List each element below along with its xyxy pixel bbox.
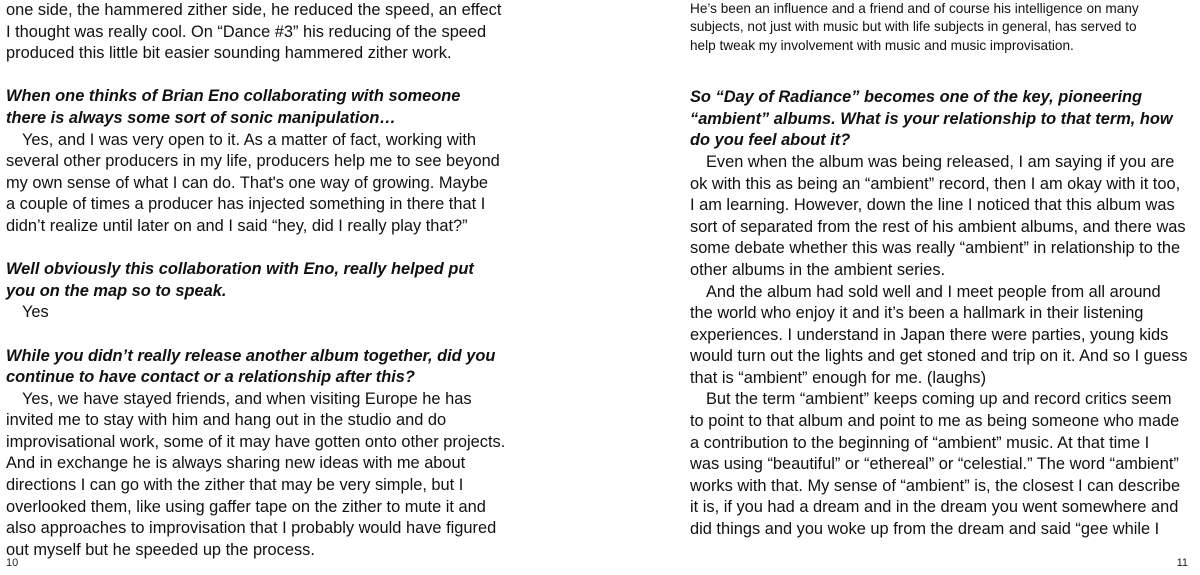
answer-line: it is, if you had a dream and in the dream you went somewhere and [690, 498, 1179, 517]
paragraph-gap [6, 238, 506, 260]
answer-line: Yes [22, 303, 49, 322]
answer-line: the world who enjoy it and it’s been a hallmark in their listening [690, 304, 1144, 323]
answer-line: to point to that album and point to me as being someone who made [690, 412, 1180, 431]
question-line: When one thinks of Brian Eno collaborating with someone [6, 87, 461, 106]
interview-answer [6, 130, 506, 238]
continuation-paragraph [6, 0, 506, 65]
question-line: do you feel about it? [690, 131, 851, 150]
intro-paragraph [690, 0, 1190, 55]
answer-line: Yes, we have stayed friends, and when visiting Europe he has [22, 389, 472, 408]
right-page-text [690, 0, 1190, 541]
interview-question [690, 87, 1190, 152]
paragraph-gap [6, 324, 506, 346]
answer-line: some debate whether this was really “ambient” in relationship to the [690, 239, 1181, 258]
text-line: produced this little bit easier sounding hammered zither work. [6, 44, 452, 63]
answer-line: experiences. I understand in Japan there were parties, young kids [690, 325, 1169, 344]
answer-line: sort of separated from the rest of his ambient albums, and there was [690, 217, 1186, 236]
answer-line: a contribution to the beginning of “ambient” music. At that time I [690, 433, 1150, 452]
answer-line: a couple of times a producer has injected something in there that I [6, 195, 486, 214]
question-line: So “Day of Radiance” becomes one of the key, pioneering [690, 88, 1143, 107]
answer-line: Yes, and I was very open to it. As a matter of fact, working with [22, 130, 476, 149]
question-line: continue to have contact or a relationship after this? [6, 368, 415, 387]
answer-line: was using “beautiful” or “ethereal” or “celestial.” The word “ambient” [690, 455, 1179, 474]
paragraph-gap [6, 65, 506, 87]
interview-answer [6, 302, 506, 324]
answer-line: also approaches to improvisation that I probably would have figured [6, 519, 497, 538]
answer-line: out myself but he speeded up the process. [6, 540, 315, 559]
answer-line: And in exchange he is always sharing new ideas with me about [6, 454, 466, 473]
page-number: 10 [6, 557, 19, 569]
page-number: 11 [1176, 557, 1188, 569]
answer-line: I am learning. However, down the line I noticed that this album was [690, 196, 1175, 215]
text-line: one side, the hammered zither side, he reduced the speed, an effect [6, 1, 502, 19]
interview-question [6, 346, 506, 389]
question-line: you on the map so to speak. [6, 281, 227, 300]
answer-line: And the album had sold well and I meet people from all around [706, 282, 1161, 301]
answer-line: overlooked them, like using gaffer tape on the zither to mute it and [6, 497, 486, 516]
question-line: Well obviously this collaboration with Eno, really helped put [6, 260, 474, 279]
interview-question [6, 259, 506, 302]
answer-line: works with that. My sense of “ambient” is, the closest I can describe [690, 476, 1181, 495]
answer-line: improvisational work, some of it may have gotten onto other projects. [6, 432, 506, 451]
answer-line: directions I can go with the zither that may be very simple, but I [6, 476, 464, 495]
answer-line: didn’t realize until later on and I said “hey, did I really play that?” [6, 216, 468, 235]
answer-line: other albums in the ambient series. [690, 260, 946, 279]
answer-line: several other producers in my life, producers help me to see beyond [6, 152, 500, 171]
answer-line: Even when the album was being released, I am saying if you are [706, 152, 1175, 171]
answer-line: would turn out the lights and get stoned and trip on it. And so I guess [690, 347, 1188, 366]
interview-answer [6, 389, 506, 562]
answer-line: my own sense of what I can do. That's one way of growing. Maybe [6, 173, 489, 192]
question-line: “ambient” albums. What is your relationship to that term, how [690, 109, 1173, 128]
text-line: He’s been an influence and a friend and of course his intelligence on many [690, 1, 1139, 16]
right-page [600, 0, 1200, 575]
text-line: subjects, not just with music but with life subjects in general, has served to [690, 19, 1137, 35]
interview-question [6, 86, 506, 129]
interview-answer [690, 152, 1190, 541]
question-line: there is always some sort of sonic manipulation… [6, 108, 396, 127]
paragraph-gap [690, 55, 1190, 87]
text-line: help tweak my involvement with music and music improvisation. [690, 37, 1074, 53]
answer-line: ok with this as being an “ambient” record, then I am okay with it too, [690, 174, 1181, 193]
answer-line: But the term “ambient” keeps coming up and record critics seem [706, 390, 1172, 409]
answer-line: did things and you woke up from the dream and said “gee while I [690, 520, 1160, 539]
answer-line: invited me to stay with him and hang out in the studio and do [6, 411, 447, 430]
left-page-text [6, 0, 506, 561]
text-line: I thought was really cool. On “Dance #3” his reducing of the speed [6, 22, 487, 41]
answer-line: that is “ambient” enough for me. (laughs) [690, 368, 987, 387]
question-line: While you didn’t really release another album together, did you [6, 346, 496, 365]
